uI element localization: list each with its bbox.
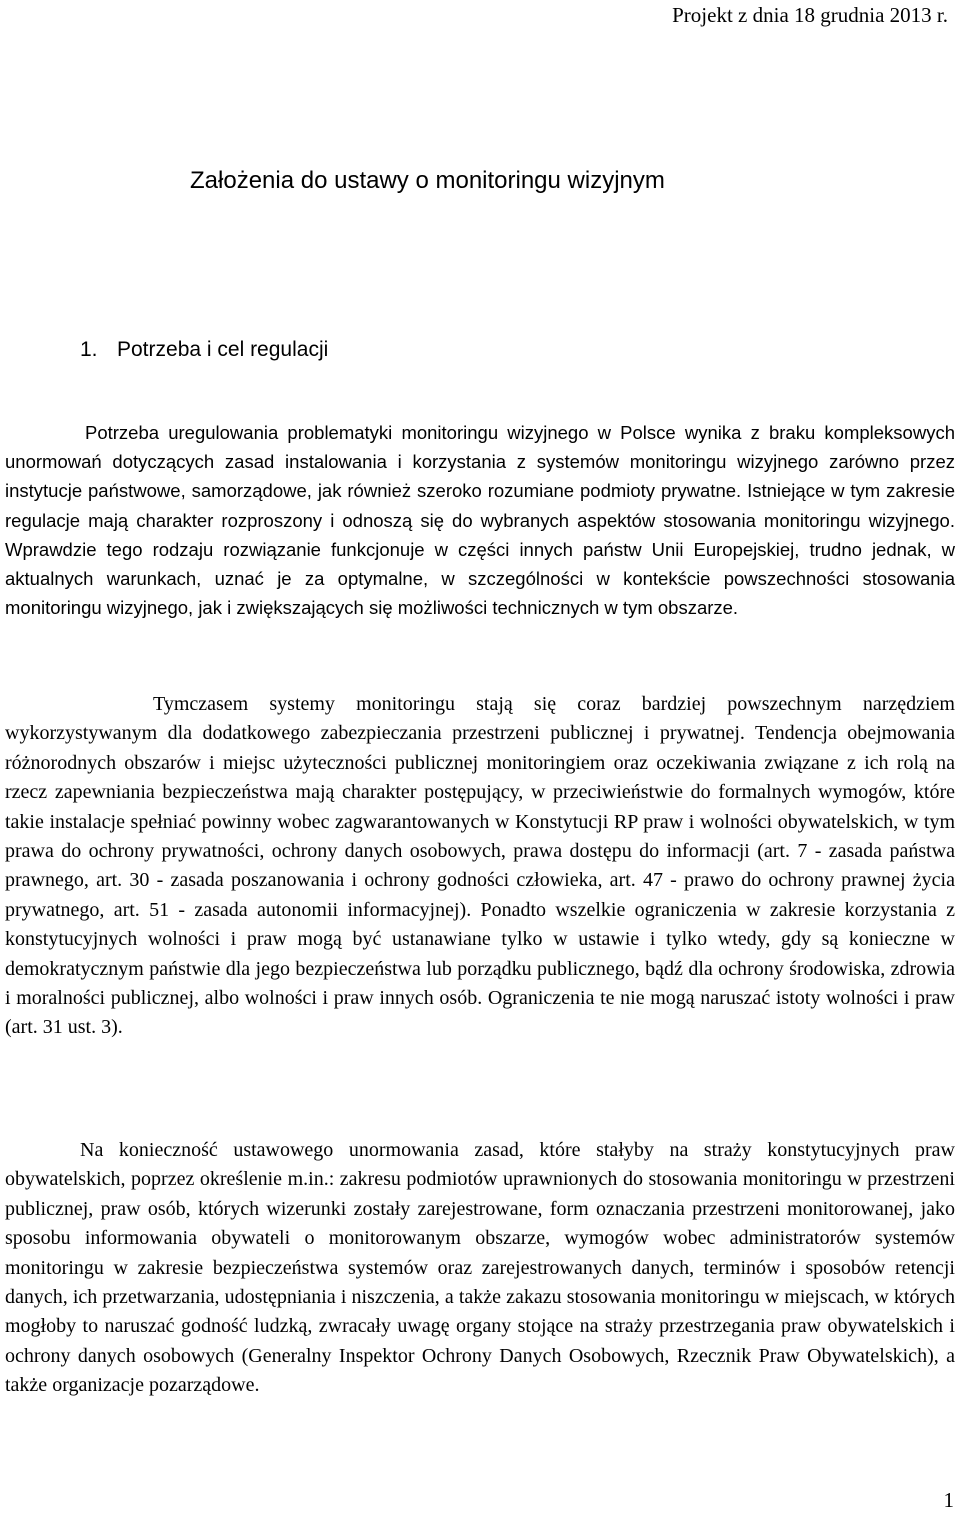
paragraph-monitoring-trend: Tymczasem systemy monitoringu stają się coraz bardziej powszechnym narzędziem wykorzystywanym dla dodatkowego zabezpieczania przestrzeni publicznej i prywatnej. Tendencja obejmowania różnorodnych obszarów i miejsc użyteczności publicznej monitoringiem oraz oczekiwania związane z ich rolą na rzecz zapewniania bezpieczeństwa mają charakter postępujący, w przeciwieństwie do formalnych wymogów, które takie instalacje spełniać powinny wobec zagwarantowanych w Konstytucji RP praw i wolności obywatelskich, w tym prawa do ochrony prywatności, ochrony danych osobowych, prawa dostępu do informacji (art. 7 - zasada państwa prawnego, art. 30 - zasada poszanowania i ochrony godności człowieka, art. 47 - prawo do ochrony prawnej życia prywatnego, art. 51 - zasada autonomii informacyjnej). Ponadto wszelkie ograniczenia w zakresie korzystania z konstytucyjnych wolności i praw mogą być ustanawiane tylko w ustawie i tylko wtedy, gdy są konieczne w demokratycznym państwie dla jego bezpieczeństwa lub porządku publicznego, bądź dla ochrony środowiska, zdrowia i moralności publicznej, albo wolności i praw innych osób. Ograniczenia te nie mogą naruszać istoty wolności i praw (art. 31 ust. 3). bbox=[5, 693, 955, 1039]
paragraph-need-for-regulation: Potrzeba uregulowania problematyki monitoringu wizyjnego w Polsce wynika z braku kompleksowych unormowań dotyczących zasad instalowania i korzystania z systemów monitoringu wizyjnego zarówno przez instytucje państwowe, samorządowe, jak również szeroko rozumiane podmioty prywatne. Istniejące w tym zakresie regulacje mają charakter rozproszony i odnoszą się do wybranych aspektów stosowania monitoringu wizyjnego. Wprawdzie tego rodzaju rozwiązanie funkcjonuje w części innych państw Unii Europejskiej, trudno jednak, w aktualnych warunkach, uznać je za optymalne, w szczególności w kontekście powszechności stosowania monitoringu wizyjnego, jak i zwiększających się możliwości technicznych w tym obszarze. bbox=[5, 422, 955, 619]
page-number: 1 bbox=[943, 1488, 954, 1512]
draft-date-header: Projekt z dnia 18 grudnia 2013 r. bbox=[672, 3, 948, 27]
paragraph-statutory-regulation: Na konieczność ustawowego unormowania zasad, które stałyby na straży konstytucyjnych praw obywatelskich, poprzez określenie m.in.: zakresu podmiotów uprawnionych do stosowania monitoringu w przestrzeni publicznej, praw osób, których wizerunki zostały zarejestrowane, form oznaczania przestrzeni monitorowanej, jako sposobu informowania obywateli o monitorowanym obszarze, wymogów wobec administratorów systemów monitoringu w zakresie bezpieczeństwa systemów oraz zarejestrowanych danych, terminów i sposobów retencji danych, ich przetwarzania, udostępniania i niszczenia, a także zakazu stosowania monitoringu w miejscach, w których mogłoby to naruszać godność ludzką, zwracały uwagę organy stojące na straży przestrzegania praw obywatelskich i ochrony danych osobowych (Generalny Inspektor Ochrony Danych Osobowych, Rzecznik Praw Obywatelskich), a także organizacje pozarządowe. bbox=[5, 1139, 955, 1397]
section-number: 1. bbox=[80, 338, 98, 361]
section-heading bbox=[80, 337, 328, 363]
document-title: Założenia do ustawy o monitoringu wizyjnym bbox=[190, 167, 665, 194]
section-title: Potrzeba i cel regulacji bbox=[117, 338, 329, 361]
